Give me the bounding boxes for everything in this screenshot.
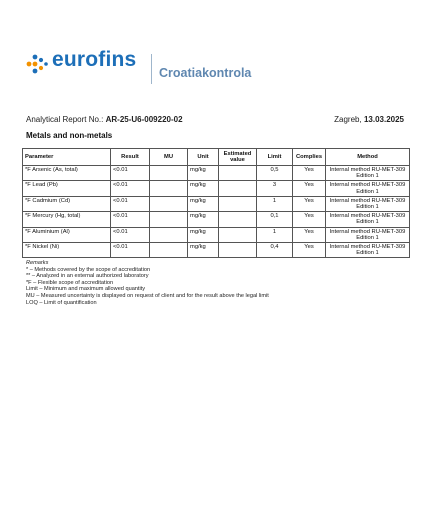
report-label: Analytical Report No.: [26, 115, 104, 124]
results-table [22, 148, 410, 258]
table-row [23, 212, 410, 227]
cell-method: Internal method RU-MET-309 Edition 1 [326, 181, 410, 196]
header-parameter: Parameter [23, 149, 111, 166]
section-title: Metals and non-metals [26, 131, 113, 140]
cell-estimated [219, 196, 257, 211]
cell-limit: 0,4 [257, 243, 293, 258]
cell-method: Internal method RU-MET-309 Edition 1 [326, 166, 410, 181]
cell-mu [150, 243, 188, 258]
cell-limit: 1 [257, 196, 293, 211]
header-result: Result [111, 149, 150, 166]
cell-mu [150, 196, 188, 211]
cell-estimated [219, 212, 257, 227]
remark-line: MU – Measured uncertainty is displayed on request of client and for the result above the legal limit [26, 292, 269, 299]
cell-unit: mg/kg [188, 181, 219, 196]
cell-mu [150, 166, 188, 181]
cell-mu [150, 212, 188, 227]
remark-line: ** – Analyzed in an external authorized laboratory [26, 273, 149, 280]
table-row [23, 227, 410, 242]
logo-divider [151, 54, 152, 84]
cell-method: Internal method RU-MET-309 Edition 1 [326, 243, 410, 258]
report-date: 13.03.2025 [363, 115, 404, 124]
header-limit: Limit [257, 149, 293, 166]
logo-subsidiary: Croatiakontrola [159, 66, 252, 80]
cell-estimated [219, 181, 257, 196]
remark-line: Limit – Minimum and maximum allowed quantity [26, 286, 146, 293]
table-row [23, 166, 410, 181]
cell-result: <0.01 [111, 181, 150, 196]
cell-complies: Yes [293, 227, 326, 242]
cell-method: Internal method RU-MET-309 Edition 1 [326, 212, 410, 227]
logo-wordmark: eurofins [52, 48, 137, 71]
cell-parameter: *F Aluminium (Al) [23, 227, 111, 242]
cell-parameter: *F Nickel (Ni) [23, 243, 111, 258]
cell-unit: mg/kg [188, 166, 219, 181]
remarks-block [26, 260, 269, 306]
eurofins-dots-icon [24, 52, 48, 76]
report-date-line [334, 115, 404, 124]
cell-result: <0.01 [111, 196, 150, 211]
table-row [23, 196, 410, 211]
cell-unit: mg/kg [188, 243, 219, 258]
remark-line: * – Methods covered by the scope of accreditation [26, 266, 151, 273]
cell-limit: 1 [257, 227, 293, 242]
cell-parameter: *F Arsenic (As, total) [23, 166, 111, 181]
cell-method: Internal method RU-MET-309 Edition 1 [326, 196, 410, 211]
cell-unit: mg/kg [188, 196, 219, 211]
cell-estimated [219, 166, 257, 181]
cell-result: <0.01 [111, 166, 150, 181]
cell-complies: Yes [293, 243, 326, 258]
cell-method: Internal method RU-MET-309 Edition 1 [326, 227, 410, 242]
eurofins-logo [24, 48, 252, 88]
remark-line: *F – Flexible scope of accreditation [26, 279, 114, 286]
header-unit: Unit [188, 149, 219, 166]
header-method: Method [326, 149, 410, 166]
cell-result: <0.01 [111, 227, 150, 242]
remark-line: LOQ – Limit of quantification [26, 299, 97, 306]
cell-complies: Yes [293, 212, 326, 227]
cell-unit: mg/kg [188, 227, 219, 242]
report-number-line [26, 115, 183, 124]
report-number: AR-25-U6-009220-02 [105, 115, 183, 124]
header-complies: Complies [293, 149, 326, 166]
cell-result: <0.01 [111, 243, 150, 258]
cell-complies: Yes [293, 166, 326, 181]
cell-estimated [219, 227, 257, 242]
table-row [23, 243, 410, 258]
header-estimated-value: Estimated value [219, 149, 257, 166]
cell-result: <0.01 [111, 212, 150, 227]
table-header-row [23, 149, 410, 166]
cell-mu [150, 227, 188, 242]
cell-limit: 0,5 [257, 166, 293, 181]
cell-complies: Yes [293, 196, 326, 211]
table-row [23, 181, 410, 196]
cell-complies: Yes [293, 181, 326, 196]
cell-limit: 0,1 [257, 212, 293, 227]
cell-parameter: *F Mercury (Hg, total) [23, 212, 111, 227]
cell-mu [150, 181, 188, 196]
cell-limit: 3 [257, 181, 293, 196]
cell-parameter: *F Cadmium (Cd) [23, 196, 111, 211]
cell-unit: mg/kg [188, 212, 219, 227]
remarks-title: Remarks [26, 260, 49, 266]
report-city: Zagreb, [334, 115, 362, 124]
cell-estimated [219, 243, 257, 258]
cell-parameter: *F Lead (Pb) [23, 181, 111, 196]
header-mu: MU [150, 149, 188, 166]
